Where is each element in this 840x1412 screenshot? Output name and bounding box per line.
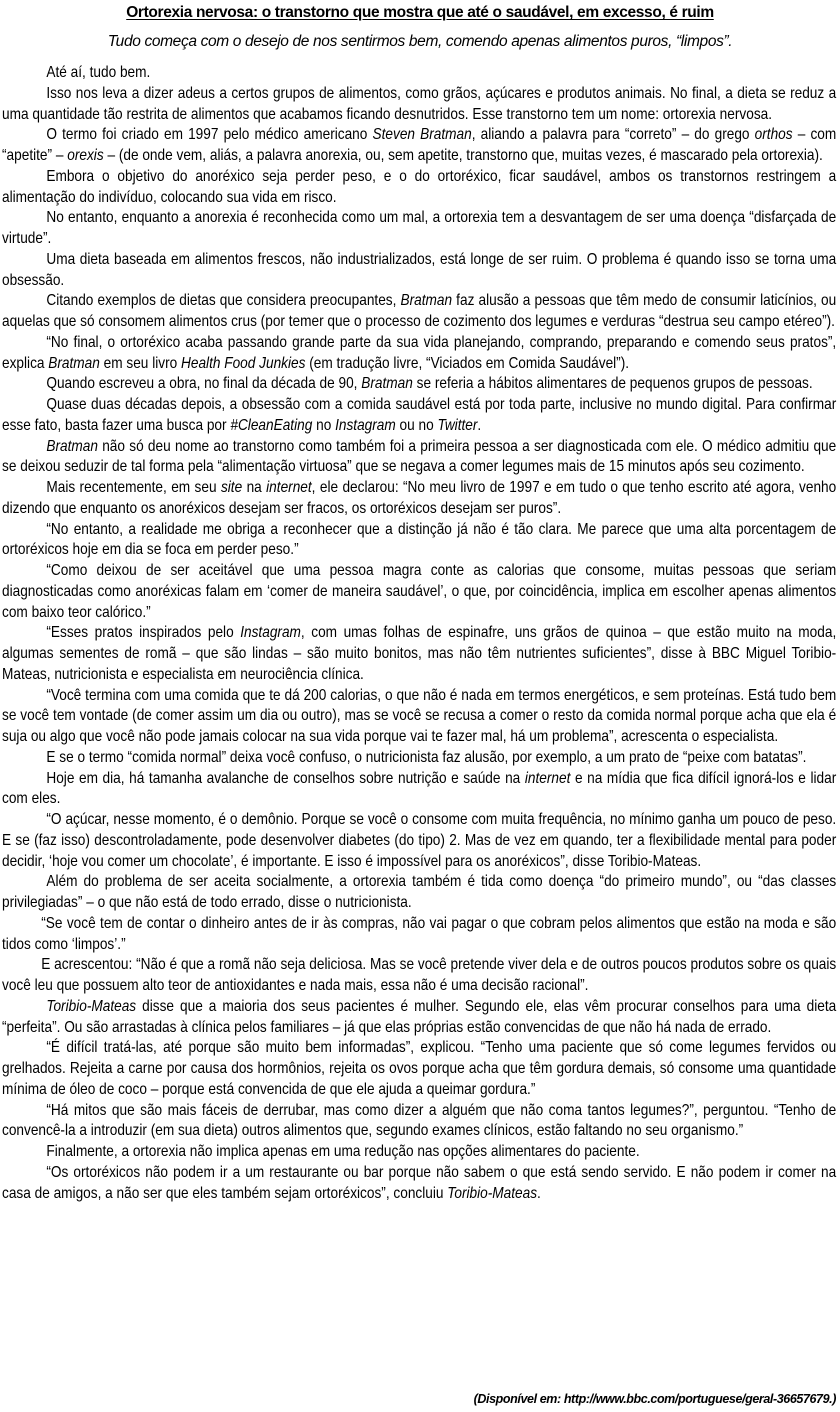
paragraph-text: Embora o objetivo do anoréxico seja perder peso, e o do ortoréxico, ficar saudável, ambos os transtornos restringem a alimentação do indivíduo, colocando sua vida em risco. (2, 167, 837, 206)
italic-text: Instagram (335, 416, 396, 434)
paragraph-text: Citando exemplos de dietas que considera preocupantes, (46, 292, 401, 310)
article-paragraph (2, 1101, 836, 1143)
paragraph-text: . (537, 1184, 541, 1202)
italic-text: orexis (67, 147, 104, 164)
paragraph-text: “No entanto, a realidade me obriga a reconhecer que a distinção já não é tão clara. Me parece que uma alta porcentagem de ortoréxicos hoje em dia se foca em perder peso.” (2, 520, 837, 559)
article-paragraph (2, 478, 836, 520)
article-paragraph (2, 84, 836, 126)
article-paragraph (2, 1142, 836, 1163)
paragraph-text: Mais recentemente, em seu (46, 479, 221, 496)
paragraph-text: , ele declarou: “No meu livro de 1997 e em tudo o que tenho escrito até agora, venho dizendo que enquanto os anoréxicos desejam ser fracos, os ortoréxicos desejam ser puros”. (2, 479, 837, 517)
italic-text: Steven Bratman (372, 126, 472, 144)
paragraph-text: “O açúcar, nesse momento, é o demônio. Porque se você o consome com muita frequência, no mínimo ganha um pouco de peso. E se (faz isso) descontroladamente, pode desenvolver diabetes (do tipo) 2. Mas de vez em quando, ter a flexibilidade mental para poder decidir, ‘hoje vou comer um chocolate’, é importante. E isso é impossível para os anoréxicos”, disse Toribio-Mateas. (2, 811, 837, 870)
paragraph-text: se referia a hábitos alimentares de pequenos grupos de pessoas. (412, 375, 813, 393)
paragraph-text: e na mídia que fica difícil ignorá-los e lidar com eles. (2, 769, 837, 808)
article-title (0, 4, 840, 22)
paragraph-text: – (de onde vem, aliás, a palavra anorexia, ou, sem apetite, transtorno que, muitas vezes, é mascarado pela ortorexia). (103, 147, 823, 164)
article-paragraph (2, 810, 836, 872)
article-paragraph (2, 769, 836, 811)
paragraph-text: Quando escreveu a obra, no final da década de 90, (46, 375, 362, 393)
paragraph-text: . (477, 416, 482, 434)
article-paragraph (2, 374, 836, 395)
source-citation: (Disponível em: http://www.bbc.com/portuguese/geral-36657679.) (473, 1392, 836, 1406)
italic-text: internet (524, 769, 571, 787)
article-paragraph (2, 63, 836, 84)
paragraph-text: E se o termo “comida normal” deixa você confuso, o nutricionista faz alusão, por exemplo, a um prato de “peixe com batatas”. (46, 748, 807, 766)
paragraph-text: Finalmente, a ortorexia não implica apenas em uma redução nas opções alimentares do paciente. (46, 1143, 640, 1160)
paragraph-text: “Se você tem de contar o dinheiro antes de ir às compras, não vai pagar o que cobram pelos alimentos que estão na moda e são tidos como ‘limpos’.” (2, 914, 837, 953)
paragraph-text: Uma dieta baseada em alimentos frescos, não industrializados, está longe de ser ruim. O problema é quando isso se torna uma obsessão. (2, 250, 837, 289)
paragraph-text: ou no (395, 416, 438, 434)
article-paragraph (2, 748, 836, 769)
paragraph-text: Até aí, tudo bem. (46, 64, 151, 81)
article-paragraph (2, 914, 836, 956)
paragraph-text: “Os ortoréxicos não podem ir a um restaurante ou bar porque não sabem o que está sendo servido. E não podem ir comer na casa de amigos, a não ser que eles também sejam ortoréxicos”, concluiu (2, 1163, 837, 1202)
italic-text: Toribio-Mateas (46, 997, 137, 1015)
italic-text: Twitter (437, 416, 478, 434)
paragraph-text: E acrescentou: “Não é que a romã não seja deliciosa. Mas se você pretende viver dela e de outros poucos produtos sobre os quais você leu que possuem alto teor de antioxidantes e nada mais, essa não é uma decisão racional”. (2, 956, 837, 994)
article-body (2, 63, 836, 1204)
article-paragraph (2, 955, 836, 997)
paragraph-text: Isso nos leva a dizer adeus a certos grupos de alimentos, como grãos, açúcares e produtos animais. No final, a dieta se reduz a uma quantidade tão restrita de alimentos que acabamos ficando desnutridos. Esse transtorno tem um nome: ortorexia nervosa. (2, 84, 837, 123)
paragraph-text: , com umas folhas de espinafre, uns grãos de quinoa – que estão muito na moda, algumas sementes de romã – que são lindas – são muito bonitos, mas não têm nutrientes suficientes”, disse à BBC Miguel Toribio-Mateas, nutricionista e especialista em neurociência clínica. (2, 624, 837, 683)
article-title-text: Ortorexia nervosa: o transtorno que mostra que até o saudável, em excesso, é ruim (126, 4, 714, 21)
article-paragraph (2, 291, 836, 333)
italic-text: Toribio-Mateas (447, 1184, 538, 1202)
paragraph-text: “Você termina com uma comida que te dá 200 calorias, o que não é nada em termos energéticos, e sem proteínas. Está tudo bem se você tem vontade (de comer assim um dia ou outro), mas se você se recusa a comer o resto da comida normal porque acha que ela é suja ou algo que você não pode jamais colocar na sua vida porque vai te fazer mal, há um problema”, acrescenta o especialista. (2, 686, 837, 745)
paragraph-text: No entanto, enquanto a anorexia é reconhecida como um mal, a ortorexia tem a desvantagem de ser uma doença “disfarçada de virtude”. (2, 209, 837, 247)
paragraph-text: Hoje em dia, há tamanha avalanche de conselhos sobre nutrição e saúde na (46, 769, 525, 787)
paragraph-text: “Há mitos que são mais fáceis de derrubar, mas como dizer a alguém que não coma tantos legumes?”, perguntou. “Tenho de convencê-la a introduzir (em sua dieta) outros alimentos que, segundo exames clínicos, estão faltando no seu organismo.” (2, 1101, 837, 1140)
article-paragraph (2, 561, 836, 623)
article-paragraph (2, 1038, 836, 1100)
paragraph-text: (em tradução livre, “Viciados em Comida Saudável”). (305, 354, 630, 372)
italic-text: Bratman (48, 354, 100, 372)
italic-text: Bratman (46, 437, 98, 455)
paragraph-text: em seu livro (99, 354, 182, 372)
article-paragraph (2, 125, 836, 167)
italic-text: orthos (754, 126, 793, 144)
paragraph-text: “Esses pratos inspirados pelo (46, 624, 241, 642)
paragraph-text: no (312, 416, 336, 434)
paragraph-text: disse que a maioria dos seus pacientes é mulher. Segundo ele, elas vêm procurar conselhos para uma dieta “perfeita”. Ou são arrastadas à clínica pelos familiares – já que elas próprias estão convencidas de que não há nada de errado. (2, 997, 837, 1036)
italic-text: internet (266, 479, 312, 496)
paragraph-text: faz alusão a pessoas que têm medo de consumir laticínios, ou aquelas que só consomem alimentos crus (por temer que o processo de cozimento dos legumes e verduras “destrua seu campo etéreo”). (2, 292, 837, 330)
paragraph-text: Quase duas décadas depois, a obsessão com a comida saudável está por toda parte, inclusive no mundo digital. Para confirmar esse fato, basta fazer uma busca por (2, 396, 837, 434)
article-paragraph (2, 1163, 836, 1205)
article-paragraph (2, 167, 836, 209)
italic-text: Bratman (361, 375, 413, 393)
article-paragraph (2, 250, 836, 292)
paragraph-text: , aliando a palavra para “correto” – do grego (471, 126, 755, 144)
paragraph-text: não só deu nome ao transtorno como também foi a primeira pessoa a ser diagnosticada com ele. O médico admitiu que se deixou seduzir de tal forma pela “alimentação virtuosa” que se negava a comer legumes mais de 15 minutos após seu cozimento. (2, 437, 837, 476)
article-paragraph (2, 333, 836, 375)
article-body-wrapper (2, 63, 836, 1204)
paragraph-text: “Como deixou de ser aceitável que uma pessoa magra conte as calorias que consome, muitas pessoas que seriam diagnosticadas como anoréxicas falam em ‘comer de maneira saudável’, o que, por coincidência, implica em escolher apenas alimentos com baixo teor calórico.” (2, 562, 837, 621)
italic-text: Bratman (400, 292, 453, 310)
article-paragraph (2, 623, 836, 685)
article-paragraph (2, 437, 836, 479)
article-paragraph (2, 686, 836, 748)
italic-text: #CleanEating (230, 416, 313, 434)
paragraph-text: “É difícil tratá-las, até porque são muito bem informadas”, explicou. “Tenho uma paciente que só come legumes fervidos ou grelhados. Rejeita a carne por causa dos hormônios, rejeita os ovos porque acha que têm gordura demais, só consome uma quantidade mínima de óleo de coco – porque está convencida de que ele ajuda a queimar gordura.” (2, 1039, 837, 1098)
italic-text: Health Food Junkies (181, 354, 306, 372)
paragraph-text: Além do problema de ser aceita socialmente, a ortorexia também é tida como doença “do primeiro mundo”, ou “das classes privilegiadas” – o que não está de todo errado, disse o nutricionista. (2, 873, 837, 911)
paragraph-text: O termo foi criado em 1997 pelo médico americano (46, 126, 373, 144)
paragraph-text: na (242, 479, 267, 496)
article-subtitle: Tudo começa com o desejo de nos sentirmos bem, comendo apenas alimentos puros, “limpos”. (107, 33, 733, 50)
article-paragraph (2, 872, 836, 914)
paragraph-text: “No final, o ortoréxico acaba passando grande parte da sua vida planejando, comprando, preparando e comendo seus pratos”, explica (2, 333, 837, 372)
article-paragraph (2, 395, 836, 437)
italic-text: Instagram (240, 624, 301, 642)
article-paragraph (2, 208, 836, 250)
article-paragraph (2, 997, 836, 1039)
article-paragraph (2, 520, 836, 562)
paragraph-text: – com “apetite” – (2, 126, 837, 164)
italic-text: site (220, 479, 243, 496)
